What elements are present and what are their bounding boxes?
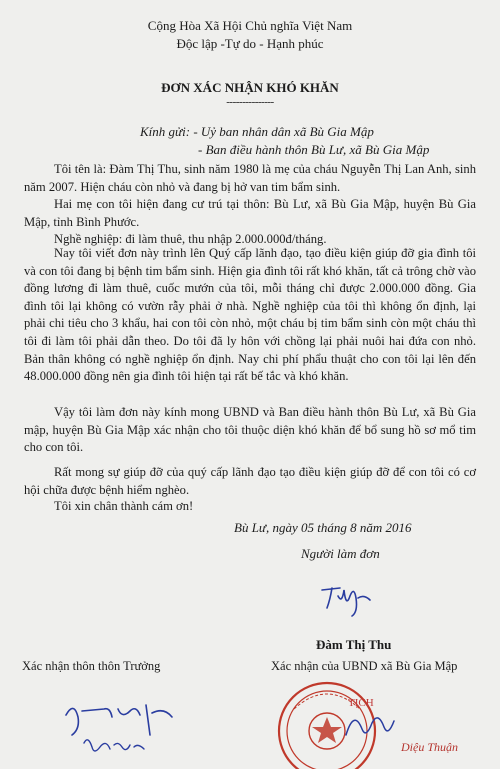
seal-title: TỊCH	[348, 697, 374, 709]
village-head-confirmation: Xác nhận thôn thôn Trưởng	[22, 659, 161, 673]
document-title: ĐƠN XÁC NHẬN KHÓ KHĂN	[161, 80, 339, 95]
paragraph-occupation: Nghề nghiệp: đi làm thuê, thu nhập 2.000.000đ/tháng.	[54, 232, 327, 246]
seal-signatory-name: Diệu Thuận	[401, 740, 458, 754]
national-motto: Độc lập -Tự do - Hạnh phúc	[176, 36, 324, 51]
applicant-label: Người làm đơn	[301, 546, 380, 561]
national-title: Cộng Hòa Xã Hội Chủ nghĩa Việt Nam	[147, 18, 353, 33]
village-head-signature	[60, 695, 180, 761]
recipient-line-2: - Ban điều hành thôn Bù Lư, xã Bù Gia Mập	[198, 142, 430, 157]
paragraph-residence: Hai mẹ con tôi hiện đang cư trú tại thôn: Bù Lư, xã Bù Gia Mập, huyện Bù Gia Mập, tỉnh Bình Phước.	[24, 197, 476, 229]
paragraph-identity: Tôi tên là: Đàm Thị Thu, sinh năm 1980 là mẹ của cháu Nguyễn Thị Lan Anh, sinh năm 2007. Hiện cháu còn nhỏ và đang bị hở van tim bẩm sinh.	[24, 162, 476, 194]
commune-official-signature	[340, 705, 400, 745]
recipient-line-1: Kính gửi: - Uỷ ban nhân dân xã Bù Gia Mập	[140, 124, 374, 139]
applicant-name: Đàm Thị Thu	[316, 637, 392, 652]
title-rule: ---------------	[226, 96, 274, 108]
commune-committee-confirmation: Xác nhận của UBND xã Bù Gia Mập	[271, 659, 458, 673]
paragraph-request: Nay tôi viết đơn này trình lên Quý cấp lãnh đạo, tạo điều kiện giúp đỡ gia đình tôi và con tôi đang bị bệnh tim bẩm sinh. Hiện gia đình tôi rất khó khăn, tất cả trông chờ vào đồng lương đi làm thuê, cuốc mướn của tôi, mỗi tháng chỉ được 2.000.000 đồng. Gia đình tôi lại không có vườn rẫy phải ở nhà. Nghề nghiệp của tôi thì không ổn định, lại phải chi tiêu cho 3 khẩu, hai con tôi còn nhỏ, một cháu bị tim bẩm sinh còn một cháu thì tôi đi làm tôi phải dẫn theo. Do tôi đã ly hôn với chồng lại phải nuôi hai đứa con nhỏ. Bản thân không có nghề nghiệp ổn định. Nay chi phí phẩu thuật cho con tôi lại lên đến 48.000.000 đồng nên gia đình tôi hiện tại rất bế tắc và khó khăn.	[24, 246, 476, 384]
paragraph-appeal: Rất mong sự giúp đỡ của quý cấp lãnh đạo tạo điều kiện giúp đỡ để con tôi có cơ hội chữa được bệnh hiểm nghèo.	[24, 465, 476, 497]
place-and-date: Bù Lư, ngày 05 tháng 8 năm 2016	[234, 520, 412, 535]
paragraph-thanks: Tôi xin chân thành cám ơn!	[54, 499, 194, 513]
applicant-signature	[318, 578, 378, 618]
paragraph-petition: Vậy tôi làm đơn này kính mong UBND và Ban điều hành thôn Bù Lư, xã Bù Gia mập, huyện Bù Gia Mập xác nhận cho tôi thuộc diện khó khăn để bổ sung hồ sơ mổ tim cho con tôi.	[24, 405, 476, 455]
